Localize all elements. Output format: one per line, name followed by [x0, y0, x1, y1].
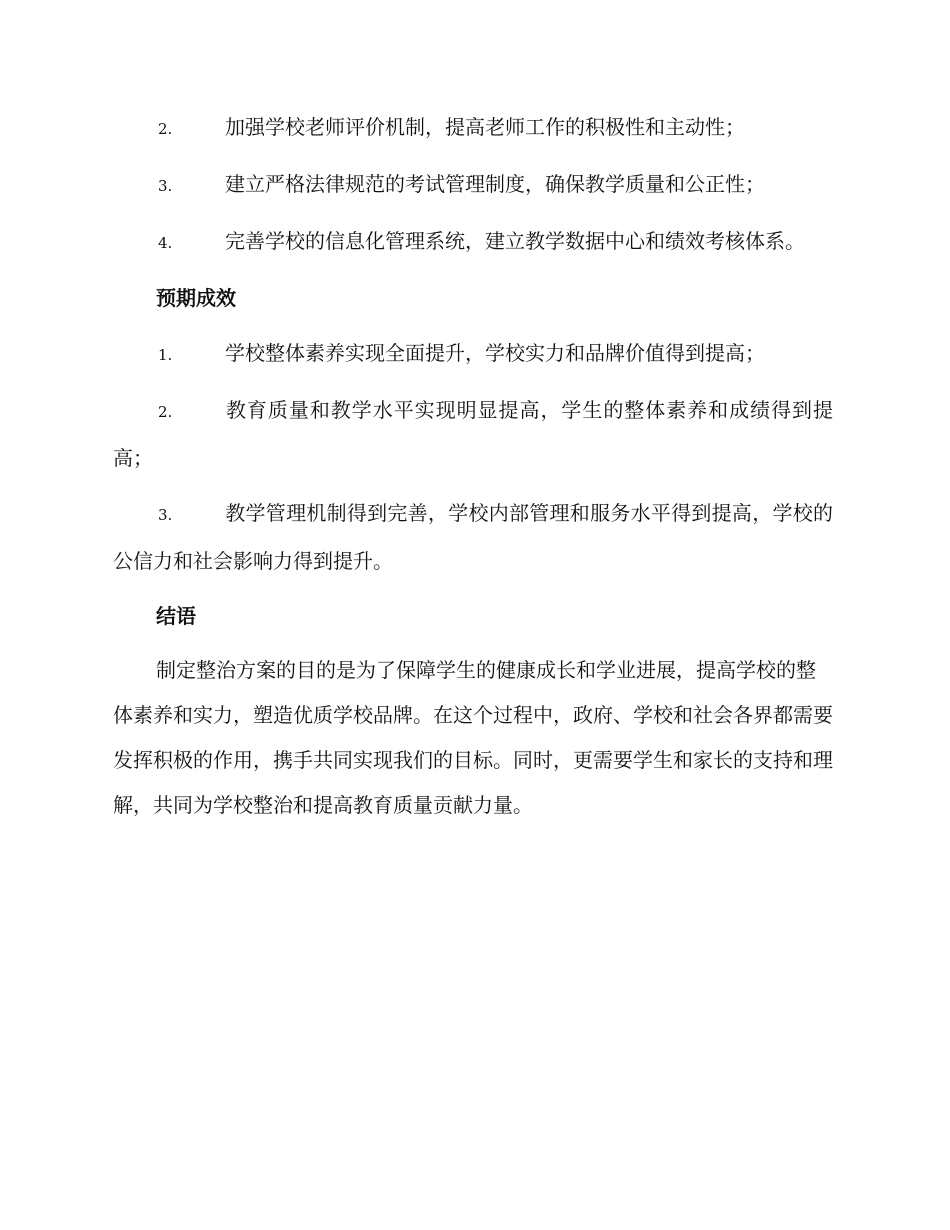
list-item-text: 教学管理机制得到完善，学校内部管理和服务水平得到提高，学校的公信力和社会影响力得到提升。	[113, 501, 833, 573]
list-item-number: 2.	[158, 403, 173, 421]
list-item	[113, 218, 833, 266]
section-heading-conclusion: 结语	[156, 604, 196, 628]
list-item-number: 3.	[158, 506, 173, 524]
list-item-text: 教育质量和教学水平实现明显提高，学生的整体素养和成绩得到提高；	[113, 398, 833, 470]
list-item	[113, 330, 833, 378]
list-item	[113, 387, 833, 481]
list-item-number: 3.	[158, 177, 173, 195]
list-item-text: 完善学校的信息化管理系统，建立教学数据中心和绩效考核体系。	[225, 229, 805, 253]
conclusion-paragraph: 制定整治方案的目的是为了保障学生的健康成长和学业进展，提高学校的整体素养和实力，塑造优质学校品牌。在这个过程中，政府、学校和社会各界都需要发挥积极的作用，携手共同实现我们的目标。同时，更需要学生和家长的支持和理解，共同为学校整治和提高教育质量贡献力量。	[113, 658, 833, 817]
list-item-text: 学校整体素养实现全面提升，学校实力和品牌价值得到提高；	[225, 341, 765, 365]
list-item	[113, 490, 833, 584]
document-body	[113, 104, 833, 828]
list-item-text: 建立严格法律规范的考试管理制度，确保教学质量和公正性；	[225, 172, 765, 196]
list-item	[113, 104, 833, 152]
list-item-number: 4.	[158, 234, 173, 252]
section-heading-expected-results: 预期成效	[156, 286, 236, 310]
list-item	[113, 161, 833, 209]
list-item-text: 加强学校老师评价机制，提高老师工作的积极性和主动性；	[225, 115, 745, 139]
list-item-number: 1.	[158, 346, 173, 364]
list-item-number: 2.	[158, 120, 173, 138]
